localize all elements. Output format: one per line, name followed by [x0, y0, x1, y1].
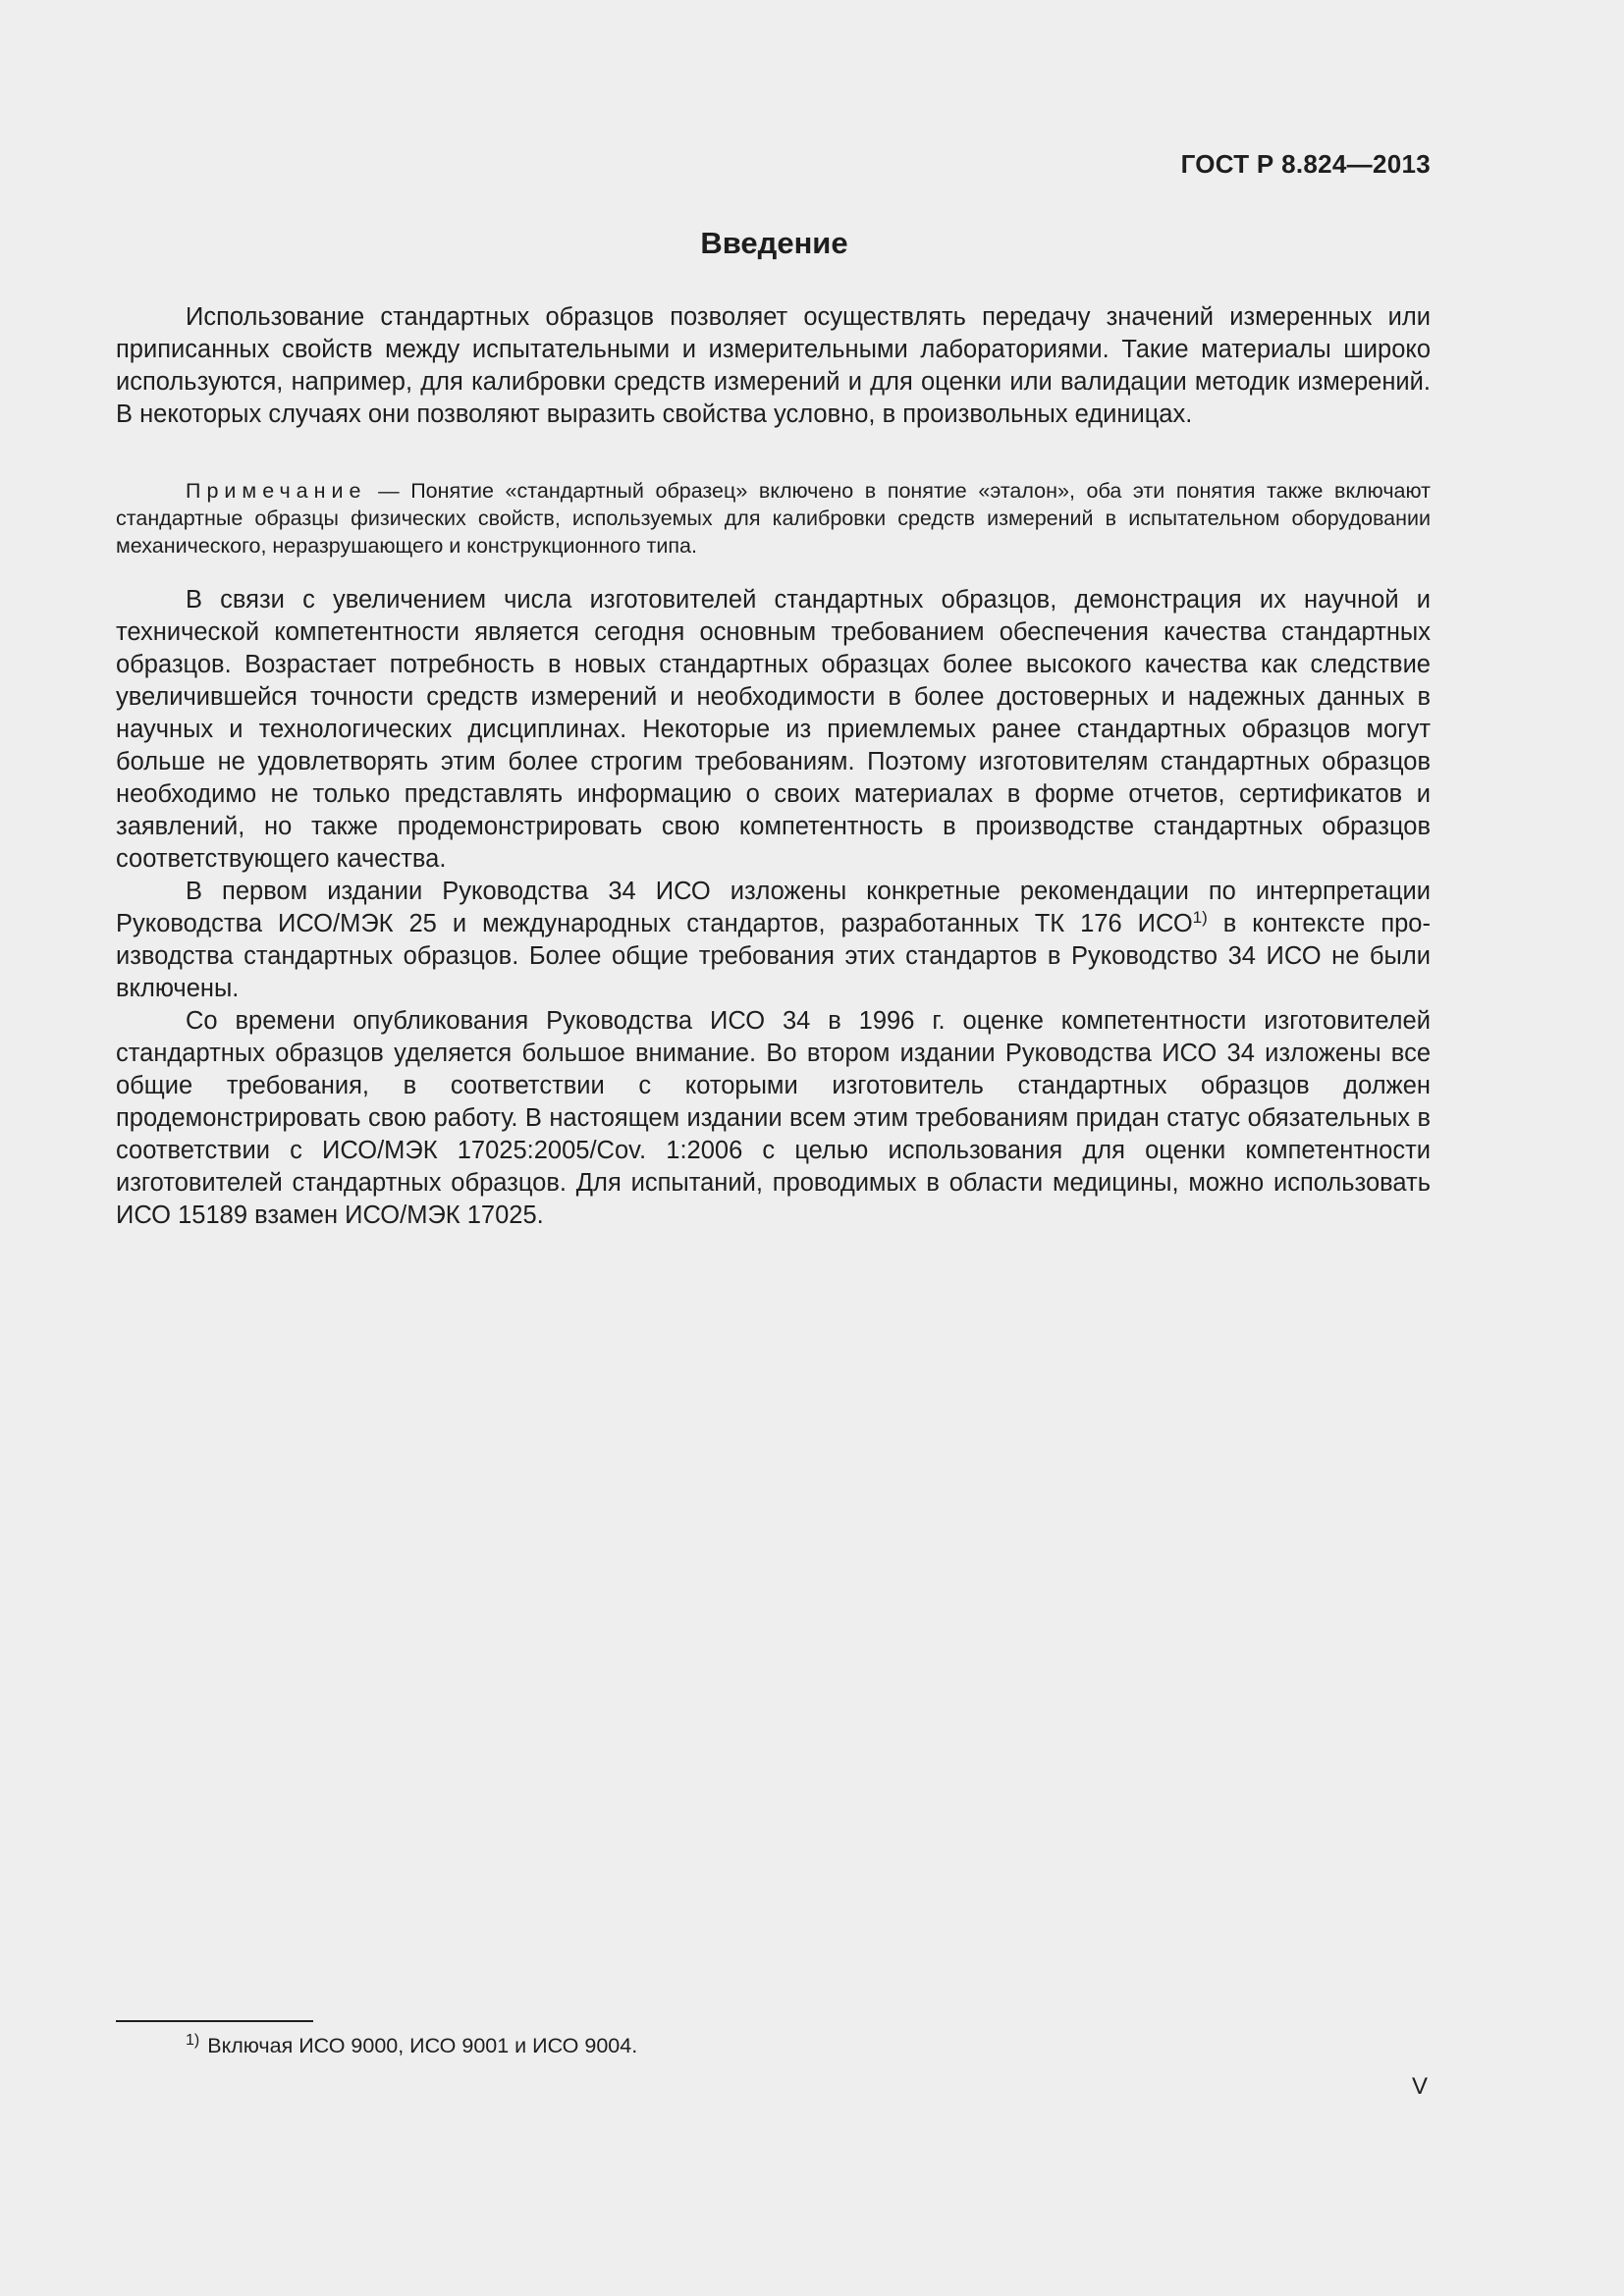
section-title: Введение: [700, 226, 848, 260]
footnote-separator: [116, 2020, 313, 2022]
note-text: — Понятие «стандартный образец» включено в понятие «эталон», оба эти понятия также включают стандартные образцы физических свойств, используемых для калибровки средств измерений в испытательном оборудовании механического, неразрушающего и конструкционного типа.: [116, 479, 1431, 558]
paragraph-3-text-start: В первом издании Руководства 34 ИСО изложены конкретные рекомендации по интерпретации Руководства ИСО/МЭК 25 и международных стандартов, разработанных ТК 176 ИСО: [116, 878, 1431, 937]
document-code-header: ГОСТ Р 8.824—2013: [1180, 149, 1431, 179]
footnote-marker: 1): [186, 2032, 200, 2049]
note-block: [116, 477, 1431, 560]
introduction-body: [116, 301, 1431, 431]
paragraph-1: Использование стандартных образцов позволяет осуществлять передачу значений измеренных или приписанных свойств между испытательными и измерительными лабораториями. Такие материалы широко используются, например, для калибровки средств измерений и для оценки или валидации методик измерений. В некоторых случаях они позволяют выразить свойства условно, в произвольных единицах.: [116, 303, 1431, 428]
footnote: [186, 2032, 637, 2059]
introduction-body-continued: [116, 584, 1431, 1232]
footnote-text: Включая ИСО 9000, ИСО 9001 и ИСО 9004.: [207, 2034, 638, 2057]
note-label: Примечание: [186, 479, 367, 503]
paragraph-4: Со времени опубликования Руководства ИСО 34 в 1996 г. оценке компетентности изготовителей стандартных образцов уделяется большое внимание. Во втором издании Руководства ИСО 34 изложены все общие требования, в соответствии с которыми изготовитель стандартных образцов должен продемонстрировать свою работу. В настоящем издании всем этим требованиям придан статус обязательных в соответствии с ИСО/МЭК 17025:2005/Cov. 1:2006 с целью использования для оценки компетентности изготовителей стандартных образцов. Для испытаний, проводимых в области медицины, можно использовать ИСО 15189 взамен ИСО/МЭК 17025.: [116, 1007, 1431, 1229]
note-paragraph: [116, 477, 1431, 560]
paragraph-3: [116, 876, 1431, 1005]
footnote-reference[interactable]: 1): [1192, 908, 1208, 927]
paragraph-3-text-end: в контексте производства стандартных образцов. Более общие требования этих стандартов в Руководство 34 ИСО не были включены.: [116, 910, 1431, 1002]
paragraph-2: В связи с увеличением числа изготовителей стандартных образцов, демонстрация их научной и технической компетентности является сегодня основным требованием обеспечения качества стандартных образцов. Возрастает потребность в новых стандартных образцах более высокого качества как следствие увеличившейся точности средств измерений и необходимости в более достоверных и надежных данных в научных и технологических дисциплинах. Некоторые из приемлемых ранее стандартных образцов могут больше не удовлетворять этим более строгим требованиям. Поэтому изготовителям стандартных образцов необходимо не только представлять информацию о своих материалах в форме отчетов, сертификатов и заявлений, но также продемонстрировать свою компетентность в производстве стандартных образцов соответствующего качества.: [116, 586, 1431, 873]
page-number: V: [1411, 2073, 1428, 2100]
